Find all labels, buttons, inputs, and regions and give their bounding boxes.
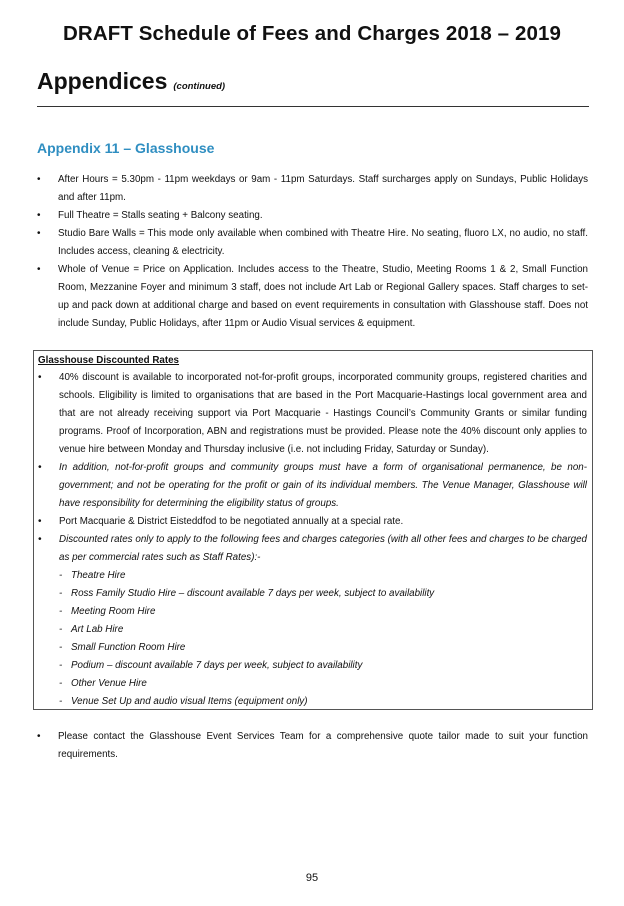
page-number: 95 — [305, 872, 319, 884]
heading-note: (continued) — [173, 81, 226, 92]
list-item: • After Hours = 5.30pm - 11pm weekdays or 9am - 11pm Saturdays. Staff surcharges apply on Sundays, Public Holidays and after 11pm. — [37, 171, 588, 207]
discount-rates-box — [33, 350, 593, 710]
appendix-subheading: Appendix 11 – Glasshouse — [37, 140, 215, 156]
list-item: - Podium – discount available 7 days per week, subject to availability — [59, 657, 587, 675]
heading-divider — [37, 106, 589, 107]
document-title: DRAFT Schedule of Fees and Charges 2018 – 2019 — [63, 22, 561, 45]
discount-categories-intro: Discounted rates only to apply to the following fees and charges categories (with all other fees and charges to be charged as per commercial rates such as Staff Rates):- — [59, 534, 587, 563]
section-heading — [37, 68, 225, 95]
list-item: - Art Lab Hire — [59, 621, 587, 639]
discount-bullet-list — [38, 369, 587, 711]
intro-bullet-list — [37, 171, 588, 333]
discount-box-title: Glasshouse Discounted Rates — [38, 355, 180, 366]
list-item: • Please contact the Glasshouse Event Services Team for a comprehensive quote tailor made to suit your function requirements. — [37, 728, 588, 764]
list-item: - Other Venue Hire — [59, 675, 587, 693]
list-item: - Theatre Hire — [59, 567, 587, 585]
list-item: • Studio Bare Walls = This mode only available when combined with Theatre Hire. No seating, fluoro LX, no audio, no staff. Includes access, cleaning & electricity. — [37, 225, 588, 261]
heading-text: Appendices — [37, 68, 168, 94]
list-item: - Small Function Room Hire — [59, 639, 587, 657]
list-item — [38, 531, 587, 711]
list-item: • Whole of Venue = Price on Application. Includes access to the Theatre, Studio, Meeting Rooms 1 & 2, Small Function Room, Mezzanine Foyer and minimum 3 staff, does not include Art Lab or Regional Gallery spaces. Staff charges to set-up and pack down at additional charge and based on event requirements in consultation with Glasshouse staff. Does not include Sunday, Public Holidays, after 11pm or Audio Visual services & equipment. — [37, 261, 588, 333]
list-item: • Full Theatre = Stalls seating + Balcony seating. — [37, 207, 588, 225]
list-item: • In addition, not-for-profit groups and community groups must have a form of organisational permanence, be non-government; and not be operating for the profit or gain of its individual members. The Venue Manager, Glasshouse will have responsibility for determining the eligibility status of groups. — [38, 459, 587, 513]
list-item: - Ross Family Studio Hire – discount available 7 days per week, subject to availability — [59, 585, 587, 603]
list-item: - Meeting Room Hire — [59, 603, 587, 621]
list-item: • Port Macquarie & District Eisteddfod to be negotiated annually at a special rate. — [38, 513, 587, 531]
list-item: • 40% discount is available to incorporated not-for-profit groups, incorporated community groups, registered charities and schools. Eligibility is limited to organisations that are based in the Port Macquarie-Hastings local government area and that are not already receiving support via Port Macquarie - Hastings Council’s Community Grants or similar funding programs. Proof of Incorporation, ABN and registrations must be provided. Please note the 40% discount only applies to venue hire between Monday and Thursday inclusive (i.e. not including Friday, Saturday or Sunday). — [38, 369, 587, 459]
discount-category-list — [59, 567, 587, 711]
list-item: - Venue Set Up and audio visual Items (equipment only) — [59, 693, 587, 711]
closing-bullet-list — [37, 728, 588, 764]
